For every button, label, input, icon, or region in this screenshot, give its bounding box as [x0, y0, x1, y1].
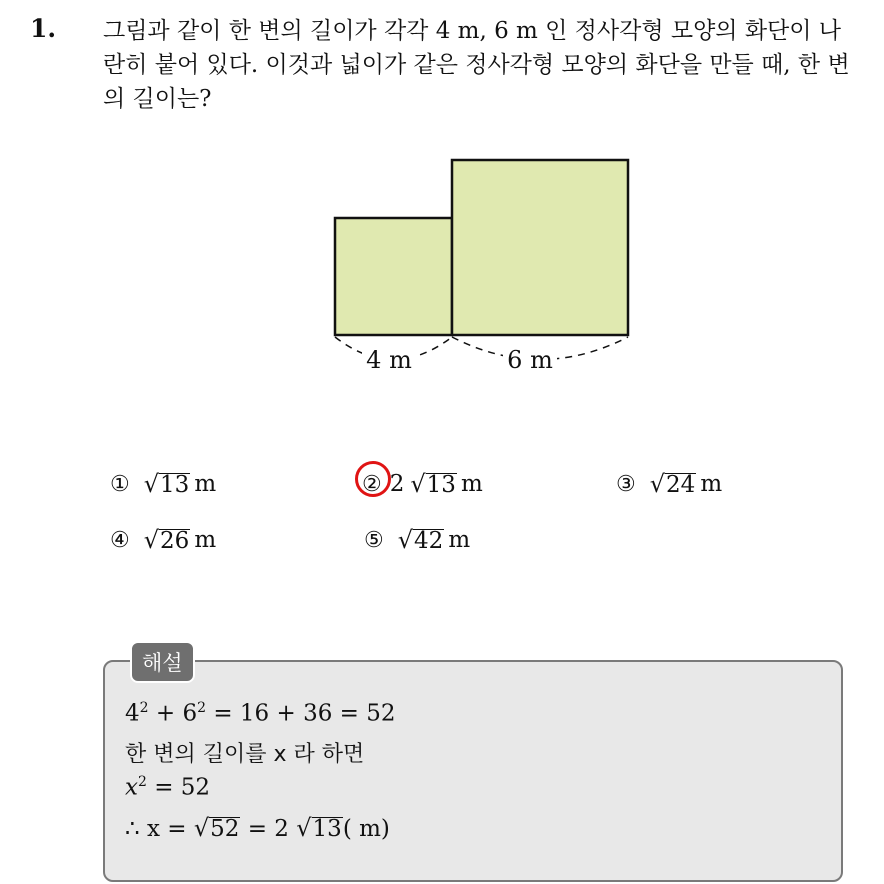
sqrt-icon: √ [649, 470, 666, 498]
choice-number: ④ [110, 527, 130, 553]
sqrt-icon: √ [143, 526, 160, 554]
choice-number: ② [362, 471, 382, 497]
choice-3[interactable] [616, 470, 722, 498]
equation-rest: = 16 + 36 = 52 [206, 700, 396, 727]
unit: m [700, 471, 723, 497]
radicand: 26 [160, 527, 190, 554]
choice-number: ① [110, 471, 130, 497]
equals-two: = 2 [240, 816, 297, 842]
choice-number: ⑤ [364, 527, 384, 553]
radicand: 42 [414, 527, 444, 554]
solution-panel [103, 660, 843, 882]
sqrt-icon: √ [410, 470, 426, 498]
solution-line-2: 한 변의 길이를 x 라 하면 [125, 742, 365, 767]
choice-4[interactable] [110, 526, 216, 554]
sqrt-icon: √ [143, 470, 160, 498]
sqrt-icon: √ [397, 526, 414, 554]
choice-5[interactable] [364, 526, 470, 554]
unit: m [194, 471, 217, 497]
small-square [335, 218, 452, 335]
choice-number: ③ [616, 471, 636, 497]
question-text: 그림과 같이 한 변의 길이가 각각 4 m, 6 m 인 정사각형 모양의 화단이 나란히 붙어 있다. 이것과 넓이가 같은 정사각형 모양의 화단을 만들 때, 한 변의 길이는? [103, 18, 850, 112]
unit: m [448, 527, 471, 553]
solution-line-4 [125, 814, 390, 842]
large-side-label: 6 m [507, 346, 553, 374]
base-b: 6 [182, 700, 198, 727]
radicand: 13 [160, 471, 190, 498]
solution-line-3: $x^2 = 52$ [125, 774, 211, 801]
solution-line-1: $4^2 + 6^2 = 16 + 36 = 52$ [125, 700, 396, 727]
unit: m [460, 471, 483, 497]
coefficient: 2 [389, 471, 405, 497]
radicand: 52 [210, 816, 240, 842]
solution-tag: 해설 [130, 641, 195, 683]
question-number: 1. [30, 14, 57, 43]
unit: m [194, 527, 217, 553]
small-side-label: 4 m [366, 346, 412, 374]
radicand: 13 [426, 471, 456, 498]
sqrt-icon: √ [193, 814, 210, 842]
large-square [452, 160, 628, 335]
equation-rest: = 52 [146, 774, 211, 801]
answer-mark-circle [355, 461, 391, 497]
choice-1[interactable] [110, 470, 216, 498]
sqrt-icon: √ [296, 814, 312, 842]
squares-figure [320, 150, 640, 385]
base-a: 4 [125, 700, 140, 727]
conclusion-prefix: ∴ x = [125, 816, 194, 842]
radicand: 13 [312, 816, 342, 842]
unit-suffix: ( m) [342, 816, 390, 842]
radicand: 24 [666, 471, 696, 498]
